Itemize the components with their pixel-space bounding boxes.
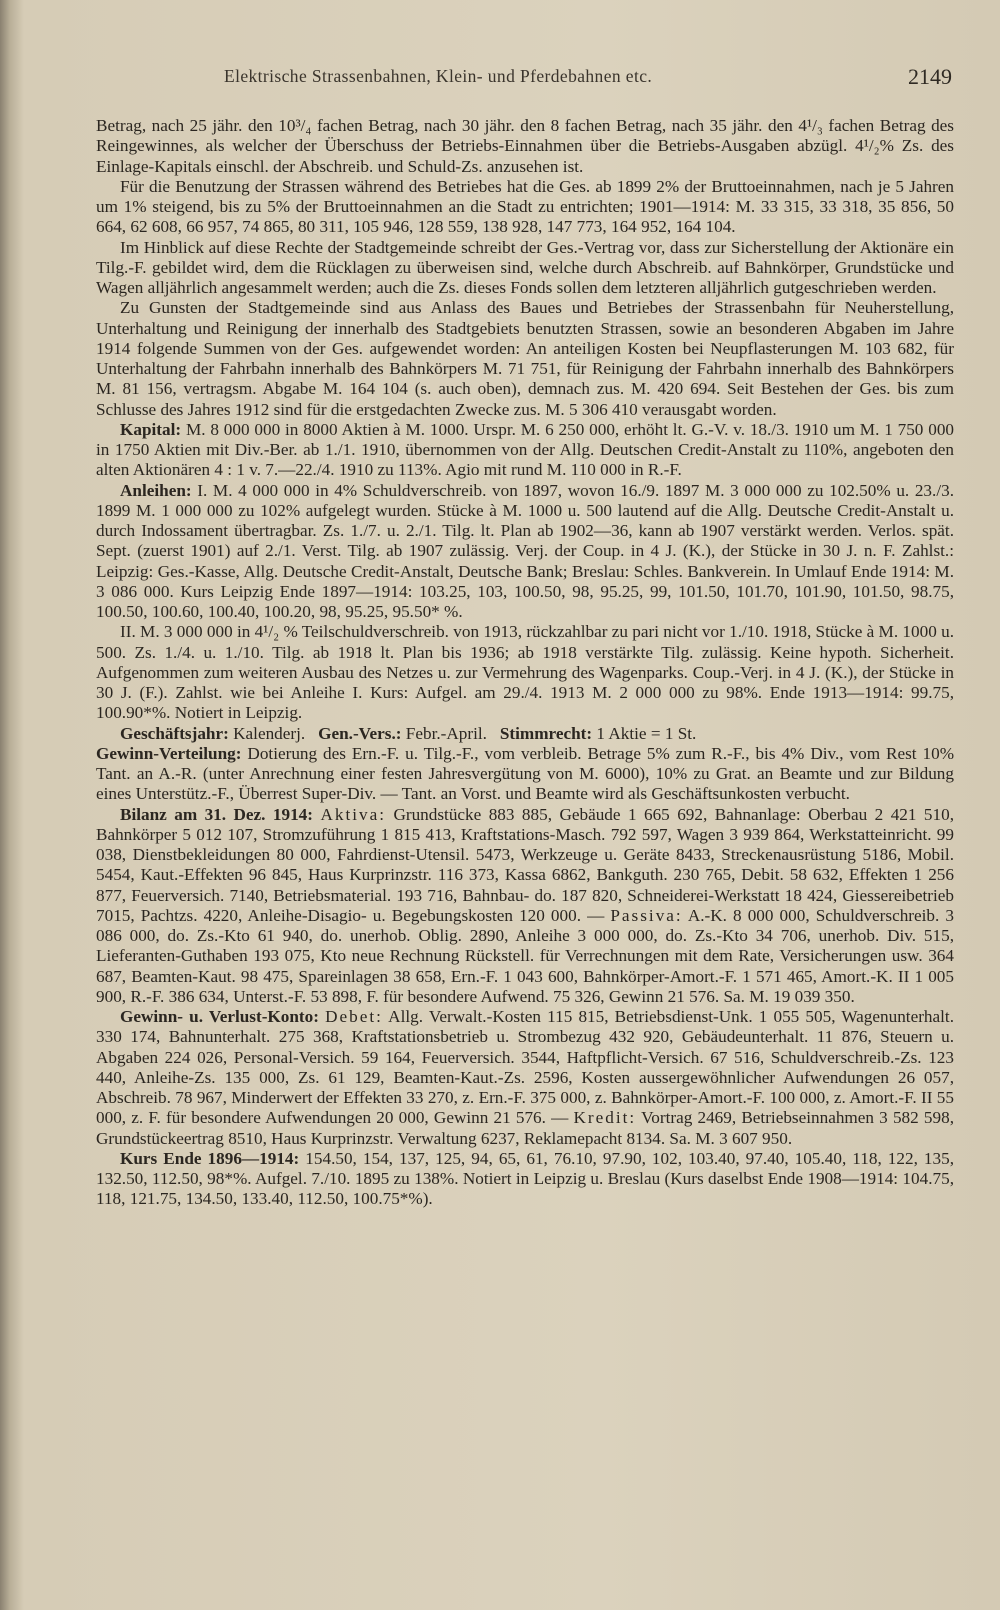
paragraph-geschaeftsjahr: Geschäftsjahr: Kalenderj. Gen.-Vers.: Febr.-April. Stimmrecht: 1 Aktie = 1 St.: [120, 723, 697, 743]
kapital-label: Kapital:: [120, 419, 182, 439]
bilanz-label: Bilanz am 31. Dez. 1914:: [120, 804, 314, 824]
paragraph-strassenbenutzung: Für die Benutzung der Strassen während des Betriebes hat die Ges. ab 1899 2% der Bruttoeinnahmen, nach je 5 Jahren um 1% steigend, bis zu 5% der Bruttoeinnahmen an die Stadt zu entrichten; 1901—1914: M. 33 315, 33 318, 35 856, 50 664, 62 608, 66 957, 74 865, 80 311, 105 946, 128 559, 138 928, 147 773, 164 952, 164 104.: [96, 176, 954, 237]
paragraph-anleihen: Anleihen: I. M. 4 000 000 in 4% Schuldverschreib. von 1897, wovon 16./9. 1897 M. 3 000 000 zu 102.50% u. 23./3. 1899 M. 1 000 000 zu 102% aufgelegt wurden. Stücke à M. 1000 u. 500 lautend auf die Allg. Deutsche Credit-Anstalt u. durch Indossament übertragbar. Zs. 1./7. u. 2./1. Tilg. lt. Plan ab 1902—36, kann ab 1907 verstärkt werden. Verlos. spät. Sept. (zuerst 1901) auf 2./1. Verst. Tilg. ab 1907 zulässig. Verj. der Coup. in 4 J. (K.), der Stücke in 30 J. n. F. Zahlst.: Leipzig: Ges.-Kasse, Allg. Deutsche Credit-Anstalt, Deutsche Bank; Breslau: Schles. Bankverein. In Umlauf Ende 1914: M. 3 086 000. Kurs Leipzig Ende 1897—1914: 103.25, 103, 100.50, 98, 95.25, 99, 101.50, 101.70, 101.90, 101.50, 98.75, 100.50, 100.60, 100.40, 100.20, 98, 95.25, 95.50* %.: [96, 480, 954, 621]
gewinn-verteilung-label: Gewinn-Verteilung:: [96, 743, 242, 763]
paragraph-gewinn-verlust: Gewinn- u. Verlust-Konto: Debet: Allg. Verwalt.-Kosten 115 815, Betriebsdienst-Unk. 1 055 505, Wagenunterhalt. 330 174, Bahnunterhalt. 275 368, Kraftstationsbetrieb u. Strombezug 432 920, Gebäudeunterhalt. 11 876, Steuern u. Abgaben 224 026, Personal-Versich. 59 164, Feuerversich. 3544, Haftpflicht-Versich. 67 516, Schuldverschreib.-Zs. 123 440, Anleihe-Zs. 135 000, Zs. 61 129, Beamten-Kaut.-Zs. 2596, Kosten aussergewöhnlicher Aufwendungen 26 057, Abschreib. 78 967, Minderwert der Effekten 33 270, z. Ern.-F. 375 000, z. Bahnkörper-Amort.-F. 100 000, z. Amort.-F. II 55 000, z. F. für besondere Aufwendungen 20 000, Gewinn 21 576. — Kredit: Vortrag 2469, Betriebseinnahmen 3 582 598, Grundstückeertrag 8510, Haus Kurprinzstr. Verwaltung 6237, Reklamepacht 8134. Sa. M. 3 607 950.: [96, 1007, 955, 1148]
page-number: 2149: [908, 64, 952, 89]
kurs-label: Kurs Ende 1896—1914:: [120, 1148, 300, 1168]
paragraph-kurs: Kurs Ende 1896—1914: 154.50, 154, 137, 125, 94, 65, 61, 76.10, 97.90, 102, 103.40, 97.40, 105.40, 118, 122, 135, 132.50, 112.50, 98*%. Aufgel. 7./10. 1895 zu 138%. Notiert in Leipzig u. Breslau (Kurs daselbst Ende 1908—1914: 104.75, 118, 121.75, 134.50, 133.40, 112.50, 100.75*%).: [96, 1148, 954, 1209]
paragraph-kapital: Kapital: M. 8 000 000 in 8000 Aktien à M. 1000. Urspr. M. 6 250 000, erhöht lt. G.-V. v. 18./3. 1910 um M. 1 750 000 in 1750 Aktien mit Div.-Ber. ab 1./1. 1910, übernommen von der Allg. Deutschen Credit-Anstalt zu 110%, angeboten den alten Aktionären 4 : 1 v. 7.—22./4. 1910 zu 113%. Agio mit rund M. 110 000 in R.-F.: [96, 419, 955, 480]
running-title: Elektrische Strassenbahnen, Klein- und Pferdebahnen etc.: [224, 66, 653, 86]
body-text: [96, 116, 954, 1210]
paragraph-gewinn-verteilung: Gewinn-Verteilung: Dotierung des Ern.-F. u. Tilg.-F., vom verbleib. Betrage 5% zum R.-F., bis 4% Div., vom Rest 10% Tant. an A.-R. (unter Anrechnung einer festen Jahresvergütung von M. 6000), 10% zu Grat. an Beamte und zur Bildung eines Unterstütz.-F., Überrest Super-Div. — Tant. an Vorst. und Beamte wird als Geschäftsunkosten verbucht.: [96, 743, 955, 804]
paragraph-tilgungsfonds: Im Hinblick auf diese Rechte der Stadtgemeinde schreibt der Ges.-Vertrag vor, dass zur Sicherstellung der Aktionäre ein Tilg.-F. gebildet wird, dem die Rücklagen zu überweisen sind, welche durch Abschreib. auf Bahnkörper, Grundstücke und Wagen alljährlich angesammelt werden; auch die Zs. dieses Fonds sollen dem letzteren alljährlich gutgeschrieben werden.: [96, 237, 954, 297]
anleihen-label: Anleihen:: [120, 480, 192, 500]
paragraph-bilanz: Bilanz am 31. Dez. 1914: Aktiva: Grundstücke 883 885, Gebäude 1 665 692, Bahnanlage: Oberbau 2 421 510, Bahnkörper 5 012 107, Stromzuführung 1 815 413, Kraftstations-Masch. 792 597, Wagen 3 939 864, Werkstatteinricht. 99 038, Dienstbekleidungen 80 000, Fahrdienst-Utensil. 5473, Werkzeuge u. Geräte 8433, Streckenausrüstung 5186, Mobil. 5454, Kaut.-Effekten 96 845, Haus Kurprinzstr. 116 373, Kassa 6862, Bankguth. 230 765, Debit. 58 632, Effekten 1 256 877, Feuerversich. 7140, Betriebsmaterial. 193 716, Bahnbau- do. 187 820, Schneiderei-Werkstatt 18 424, Giessereibetrieb 7015, Pachtzs. 4220, Anleihe-Disagio- u. Begebungskosten 120 000. — Passiva: A.-K. 8 000 000, Schuldverschreib. 3 086 000, do. Zs.-Kto 61 940, do. unerhob. Oblig. 2890, Anleihe 3 000 000, do. Zs.-Kto 34 706, unerhob. Div. 515, Lieferanten-Guthaben 193 075, Kto neue Rechnung Rückstell. für Verrechnungen mit dem Rate, Versicherungen usw. 364 687, Beamten-Kaut. 98 475, Spareinlagen 38 658, Ern.-F. 1 043 600, Bahnkörper-Amort.-F. 1 571 465, Amort.-K. II 1 005 900, R.-F. 386 634, Unterst.-F. 53 898, F. für besondere Aufwend. 75 326, Gewinn 21 576. Sa. M. 19 039 350.: [96, 804, 955, 1006]
paragraph-reingewinn: Betrag, nach 25 jähr. den 10³/₄ fachen Betrag, nach 30 jähr. den 8 fachen Betrag, nach 35 jähr. den 4¹/₃ fachen Betrag des Reingewinnes, als welcher der Überschuss der Betriebs-Einnahmen über die Betriebs-Ausgaben abzügl. 4¹/₂% Zs. des Einlage-Kapitals einschl. der Abschreib. und Schuld-Zs. anzusehen ist.: [96, 116, 954, 176]
paragraph-stadtgemeinde: Zu Gunsten der Stadtgemeinde sind aus Anlass des Baues und Betriebes der Strassenbahn für Neuherstellung, Unterhaltung und Reinigung der innerhalb des Stadtgebiets benutzten Strassen, sowie an besonderen Abgaben im Jahre 1914 folgende Summen von der Ges. aufgewendet worden: An anteiligen Kosten bei Neupflasterungen M. 103 682, für Unterhaltung der Fahrbahn innerhalb des Bahnkörpers M. 71 751, für Reinigung der Fahrbahn innerhalb des Bahnkörpers M. 81 156, vertragsm. Abgabe M. 164 104 (s. auch oben), demnach zus. M. 420 694. Seit Bestehen der Ges. bis zum Schlusse des Jahres 1912 sind für die erstgedachten Zwecke zus. M. 5 306 410 verausgabt worden.: [96, 298, 954, 419]
paragraph-anleihe-ii: II. M. 3 000 000 in 4¹/₂ % Teilschuldverschreib. von 1913, rückzahlbar zu pari nicht vor 1./10. 1918, Stücke à M. 1000 u. 500. Zs. 1./4. u. 1./10. Tilg. ab 1918 lt. Plan bis 1936; ab 1918 verstärkte Tilg. zulässig. Keine hypoth. Sicherheit. Aufgenommen zum weiteren Ausbau des Netzes u. zur Vermehrung des Wagenparks. Coup.-Verj. in 4 J. (K.), der Stücke in 30 J. (F.). Zahlst. wie bei Anleihe I. Kurs: Aufgel. am 29./4. 1913 M. 2 000 000 zu 98%. Ende 1913—1914: 99.75, 100.90*%. Notiert in Leipzig.: [96, 622, 954, 723]
page-header: [96, 64, 952, 94]
gewinn-verlust-label: Gewinn- u. Verlust-Konto:: [120, 1007, 319, 1026]
